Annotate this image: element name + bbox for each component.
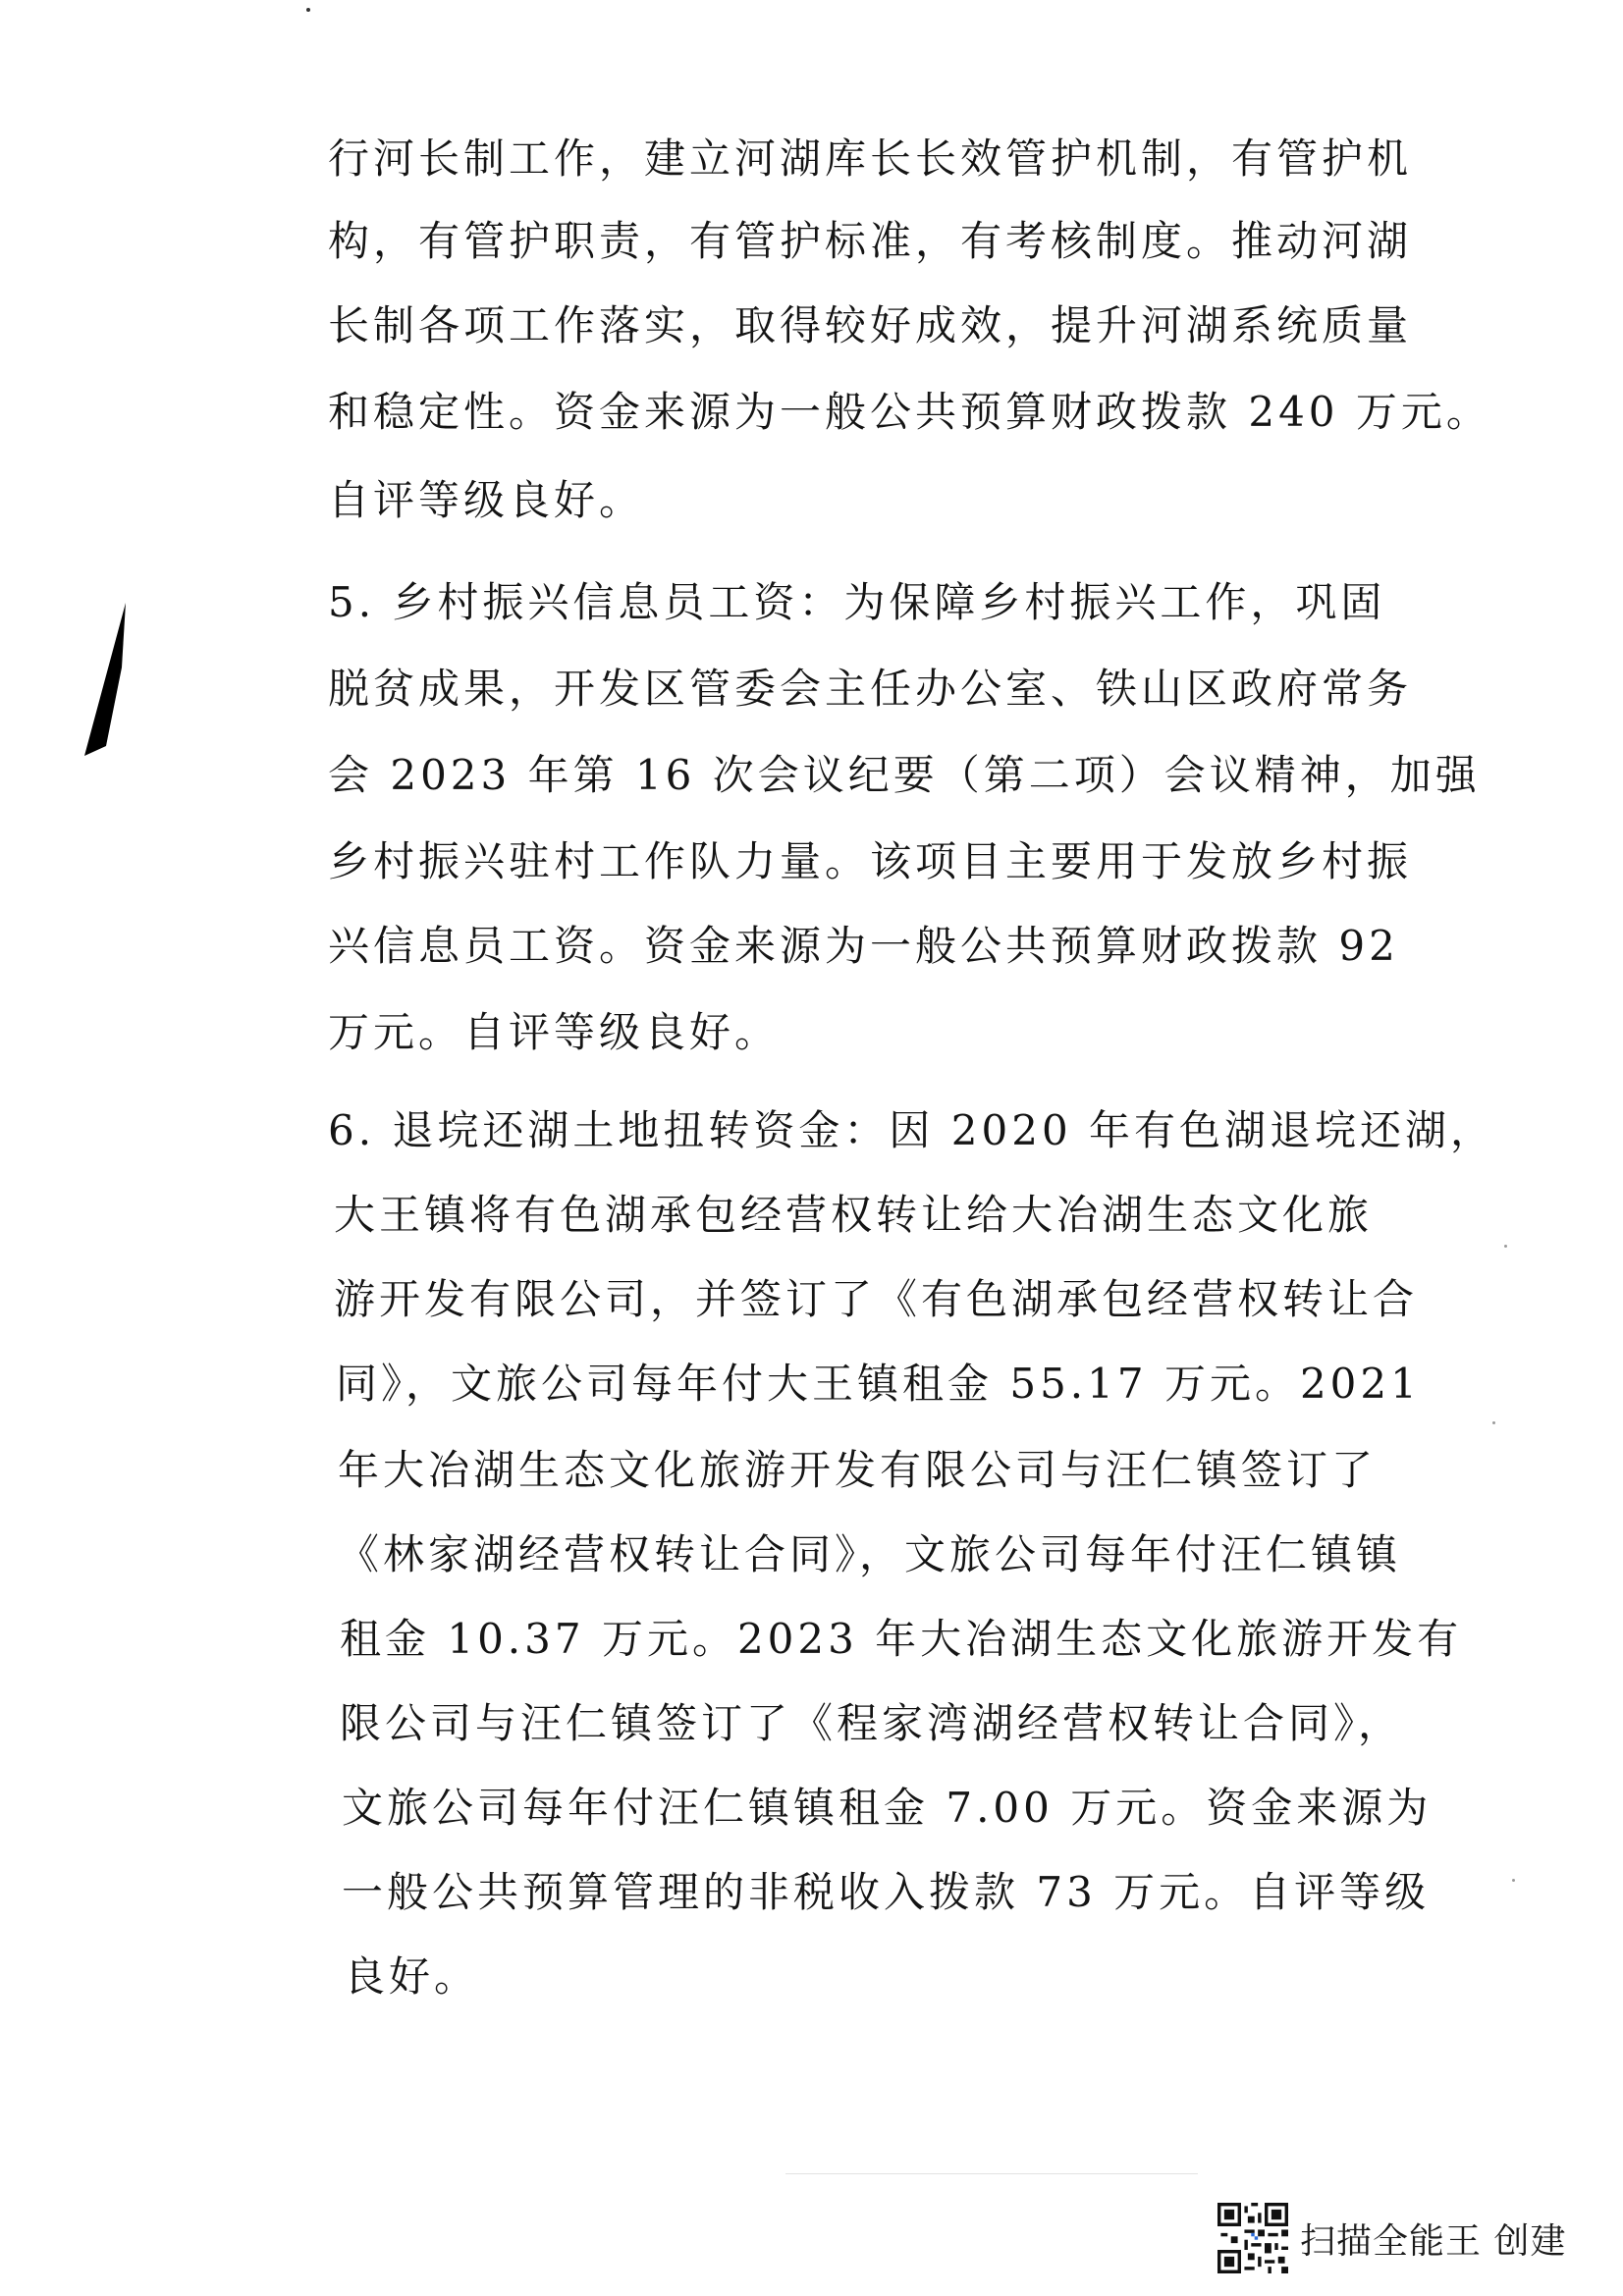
body-line-4: 和稳定性。资金来源为一般公共预算财政拨款 240 万元。 <box>328 388 1491 436</box>
item-6-line-8: 限公司与汪仁镇签订了《程家湾湖经营权转让合同》， <box>340 1699 1404 1747</box>
scanner-watermark <box>1217 2201 1591 2275</box>
scan-speck <box>1504 1245 1507 1248</box>
scan-speck <box>306 8 310 12</box>
item-6-heading-line: 6. 退垸还湖土地扭转资金：因 2020 年有色湖退垸还湖， <box>328 1106 1496 1154</box>
item-6-line-7: 租金 10.37 万元。2023 年大冶湖生态文化旅游开发有 <box>340 1615 1463 1663</box>
item-5-line-4: 乡村振兴驻村工作队力量。该项目主要用于发放乡村振 <box>328 837 1413 885</box>
item-6-line-3: 游开发有限公司，并签订了《有色湖承包经营权转让合 <box>334 1275 1419 1323</box>
item-6-line-6: 《林家湖经营权转让合同》，文旅公司每年付汪仁镇镇 <box>338 1530 1402 1578</box>
scan-faint-line <box>785 2173 1198 2174</box>
body-line-3: 长制各项工作落实，取得较好成效，提升河湖系统质量 <box>328 301 1413 349</box>
body-line-2: 构，有管护职责，有管护标准，有考核制度。推动河湖 <box>328 217 1413 265</box>
item-6-line-2: 大王镇将有色湖承包经营权转让给大冶湖生态文化旅 <box>334 1191 1374 1239</box>
item-5-heading-line: 5. 乡村振兴信息员工资：为保障乡村振兴工作，巩固 <box>328 578 1386 626</box>
item-6-line-9: 文旅公司每年付汪仁镇镇租金 7.00 万元。资金来源为 <box>342 1784 1433 1832</box>
item-5-line-6: 万元。自评等级良好。 <box>328 1008 781 1056</box>
item-5-line-5: 兴信息员工资。资金来源为一般公共预算财政拨款 92 <box>328 922 1399 970</box>
scan-speck <box>1512 1879 1515 1882</box>
item-6-line-10: 一般公共预算管理的非税收入拨款 73 万元。自评等级 <box>342 1868 1431 1916</box>
scanner-label: 扫描全能王 创建 <box>1300 2220 1567 2262</box>
item-6-line-4: 同》，文旅公司每年付大王镇租金 55.17 万元。2021 <box>336 1360 1421 1408</box>
body-line-1: 行河长制工作，建立河湖库长长效管护机制，有管护机 <box>328 134 1413 183</box>
qr-code-icon <box>1217 2203 1288 2273</box>
item-6-line-11: 良好。 <box>344 1952 480 2001</box>
item-5-line-3: 会 2023 年第 16 次会议纪要（第二项）会议精神，加强 <box>328 751 1481 799</box>
item-5-line-2: 脱贫成果，开发区管委会主任办公室、铁山区政府常务 <box>328 665 1413 713</box>
item-6-line-5: 年大冶湖生态文化旅游开发有限公司与汪仁镇签订了 <box>338 1446 1378 1494</box>
body-line-5: 自评等级良好。 <box>328 476 645 524</box>
scan-speck <box>1492 1421 1495 1424</box>
